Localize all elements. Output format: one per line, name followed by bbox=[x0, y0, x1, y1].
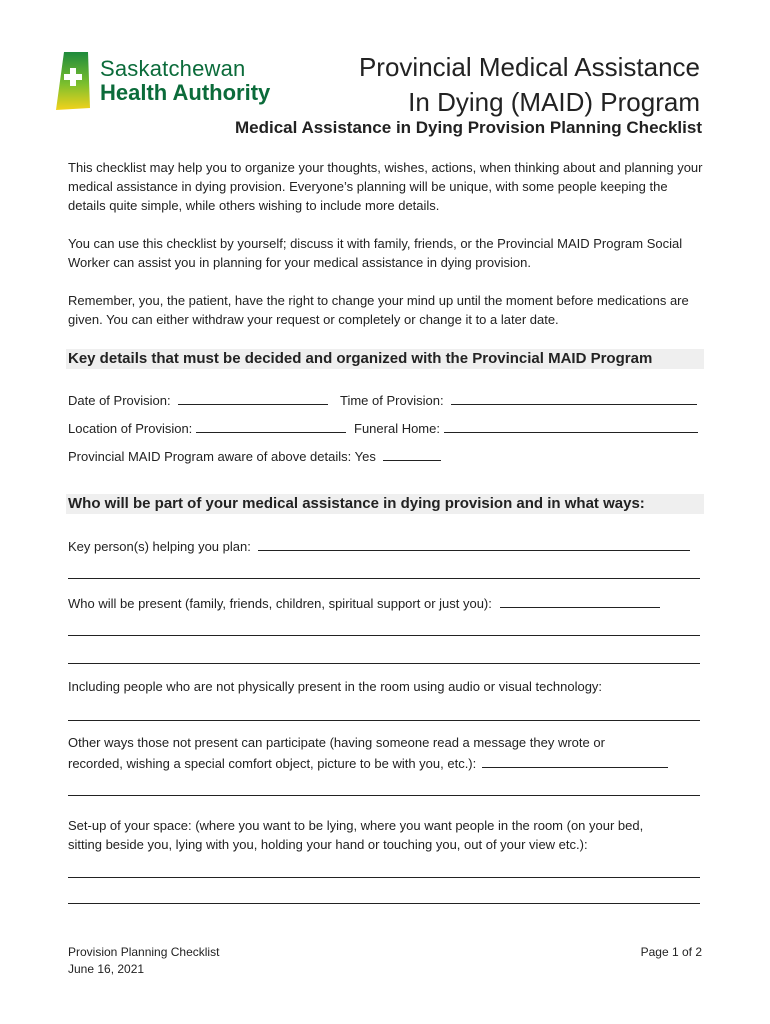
date-of-provision-row bbox=[68, 390, 328, 410]
key-persons-label: Key person(s) helping you plan: bbox=[68, 539, 251, 554]
key-persons-field[interactable] bbox=[258, 536, 690, 551]
date-of-provision-field[interactable] bbox=[178, 390, 328, 405]
setup-description: (where you want to be lying, where you want people in the room (on your bed, bbox=[191, 818, 644, 833]
intro-paragraph-1: This checklist may help you to organize your thoughts, wishes, actions, when thinking about and planning your medical assistance in dying provision. Everyone’s planning will be unique, with some people keeping the details quite simple, while others wishing to include more details. bbox=[68, 160, 703, 213]
location-of-provision-label: Location of Provision: bbox=[68, 421, 193, 436]
intro-paragraph-2: You can use this checklist by yourself; discuss it with family, friends, or the Provincial MAID Program Social Worker can assist you in planning for your medical assistance in dying provision. bbox=[68, 236, 683, 270]
logo-text-saskatchewan: Saskatchewan bbox=[100, 56, 246, 81]
key-persons-extra-line[interactable] bbox=[68, 578, 700, 579]
time-of-provision-row bbox=[340, 390, 697, 410]
funeral-home-field[interactable] bbox=[444, 418, 698, 433]
who-present-label: Who will be present (family, friends, children, spiritual support or just you): bbox=[68, 596, 492, 611]
program-title-line1: Provincial Medical Assistance bbox=[358, 52, 700, 82]
other-ways-row bbox=[68, 753, 668, 773]
intro-paragraph-3: Remember, you, the patient, have the right to change your mind up until the moment before medications are given. You can either withdraw your request or completely or change it to a later date. bbox=[68, 293, 689, 327]
program-title bbox=[359, 50, 700, 120]
maid-aware-yes-field[interactable] bbox=[383, 446, 441, 461]
logo-text-health-authority: Health Authority bbox=[100, 80, 271, 105]
province-shape-icon bbox=[54, 50, 98, 112]
maid-aware-row bbox=[68, 446, 441, 466]
location-of-provision-row bbox=[68, 418, 346, 438]
date-of-provision-label: Date of Provision: bbox=[68, 393, 171, 408]
who-present-extra-line-1[interactable] bbox=[68, 635, 700, 636]
setup-line-1[interactable] bbox=[68, 877, 700, 878]
remote-participants-label: Including people who are not physically present in the room using audio or visual technology: bbox=[68, 679, 603, 694]
section-participants-heading: Who will be part of your medical assistance in dying provision and in what ways: bbox=[66, 494, 704, 514]
footer-doc-name: Provision Planning Checklist bbox=[68, 945, 220, 959]
document-title: Medical Assistance in Dying Provision Planning Checklist bbox=[235, 118, 702, 137]
remote-participants-line[interactable] bbox=[68, 720, 700, 721]
who-present-extra-line-2[interactable] bbox=[68, 663, 700, 664]
funeral-home-label: Funeral Home: bbox=[354, 421, 440, 436]
key-persons-row bbox=[68, 536, 690, 556]
funeral-home-row bbox=[354, 418, 698, 438]
other-ways-extra-line[interactable] bbox=[68, 795, 700, 796]
other-ways-label: recorded, wishing a special comfort object, picture to be with you, etc.): bbox=[68, 756, 477, 771]
who-present-row bbox=[68, 593, 660, 613]
maid-aware-label: Provincial MAID Program aware of above details: Yes bbox=[68, 449, 376, 464]
page-number: Page 1 of 2 bbox=[640, 945, 702, 959]
setup-line1 bbox=[68, 817, 643, 835]
time-of-provision-field[interactable] bbox=[451, 390, 697, 405]
setup-line-2[interactable] bbox=[68, 903, 700, 904]
footer-left bbox=[68, 944, 219, 978]
other-ways-field[interactable] bbox=[482, 753, 668, 768]
who-present-field[interactable] bbox=[500, 593, 660, 608]
footer-date: June 16, 2021 bbox=[68, 962, 145, 976]
program-title-line2: In Dying (MAID) Program bbox=[408, 87, 700, 117]
setup-line2: sitting beside you, lying with you, holding your hand or touching you, out of your view etc.): bbox=[68, 837, 588, 852]
section-key-details-heading: Key details that must be decided and organized with the Provincial MAID Program bbox=[66, 349, 704, 369]
setup-label: Set-up of your space: bbox=[68, 818, 192, 833]
time-of-provision-label: Time of Provision: bbox=[340, 393, 444, 408]
sha-logo bbox=[54, 50, 294, 112]
location-of-provision-field[interactable] bbox=[196, 418, 346, 433]
other-ways-line1: Other ways those not present can participate (having someone read a message they wrote or bbox=[68, 735, 605, 750]
